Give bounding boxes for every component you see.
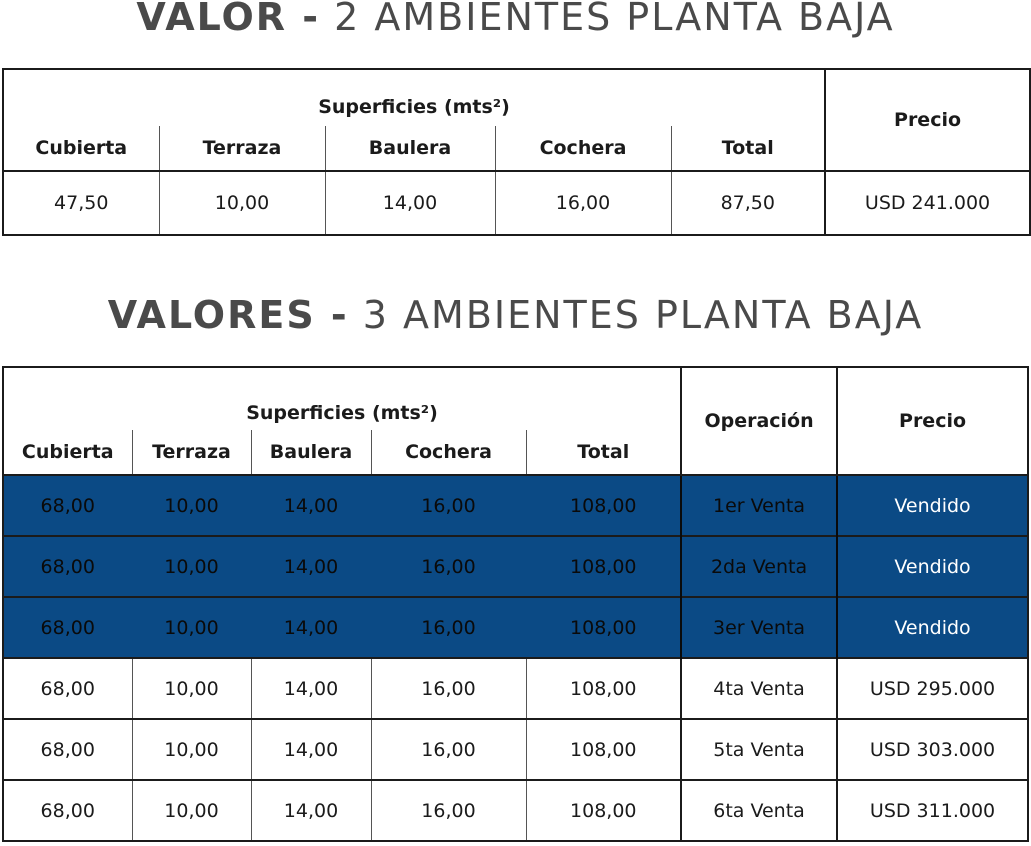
cell-precio: Vendido [837, 536, 1028, 597]
cell-operacion: 6ta Venta [681, 780, 837, 841]
cell-operacion: 4ta Venta [681, 658, 837, 719]
col-cochera: Cochera [495, 126, 671, 171]
table-row [3, 719, 1028, 780]
cell-baulera: 14,00 [251, 536, 371, 597]
col-baulera: Baulera [251, 430, 371, 475]
table-row [3, 536, 1028, 597]
cell-total: 87,50 [671, 171, 825, 235]
cell-total: 108,00 [526, 536, 681, 597]
cell-terraza: 10,00 [132, 780, 251, 841]
table-row [3, 171, 1030, 235]
cell-total: 108,00 [526, 658, 681, 719]
cell-baulera: 14,00 [251, 597, 371, 658]
cell-cubierta: 47,50 [54, 192, 109, 214]
cell-terraza: 10,00 [132, 658, 251, 719]
section2-title-bold: VALORES - [107, 293, 349, 337]
cell-baulera: 14,00 [251, 780, 371, 841]
cell-operacion: 3er Venta [681, 597, 837, 658]
cell-total: 108,00 [526, 719, 681, 780]
precio-header: Precio [825, 69, 1030, 171]
cell-operacion: 2da Venta [681, 536, 837, 597]
cell-cochera: 16,00 [371, 719, 526, 780]
col-cubierta: Cubierta [3, 126, 159, 171]
cell-baulera: 14,00 [325, 171, 495, 235]
col-total: Total [671, 126, 825, 171]
cell-total: 108,00 [526, 597, 681, 658]
col-terraza: Terraza [132, 430, 251, 475]
cell-cochera: 16,00 [371, 780, 526, 841]
cell-terraza: 10,00 [132, 719, 251, 780]
cell-operacion: 5ta Venta [681, 719, 837, 780]
cell-cubierta: 68,00 [3, 658, 132, 719]
table-body [3, 475, 1028, 841]
cell-precio: USD 303.000 [837, 719, 1028, 780]
section2-title [0, 293, 1031, 337]
cell-cubierta: 68,00 [3, 597, 132, 658]
cell-total: 108,00 [526, 475, 681, 536]
table-row [3, 597, 1028, 658]
cell-cochera: 16,00 [371, 597, 526, 658]
table-header-row [3, 69, 1030, 126]
section2-title-rest: 3 AMBIENTES PLANTA BAJA [362, 293, 924, 337]
cell-terraza: 10,00 [132, 597, 251, 658]
cell-cochera: 16,00 [371, 536, 526, 597]
cell-precio: USD 311.000 [837, 780, 1028, 841]
precio-header: Precio [837, 367, 1028, 475]
table-header-row [3, 367, 1028, 430]
price-table-3-ambientes [2, 366, 1029, 842]
superficies-header: Superficies (mts²) [318, 96, 510, 118]
cell-cubierta: 68,00 [3, 719, 132, 780]
table-row [3, 658, 1028, 719]
cell-precio: Vendido [837, 597, 1028, 658]
cell-cochera: 16,00 [371, 475, 526, 536]
col-cubierta: Cubierta [3, 430, 132, 475]
cell-operacion: 1er Venta [681, 475, 837, 536]
col-cochera: Cochera [371, 430, 526, 475]
superficies-header: Superficies (mts²) [246, 402, 438, 424]
cell-terraza: 10,00 [132, 475, 251, 536]
col-total: Total [526, 430, 681, 475]
operacion-header: Operación [681, 367, 837, 475]
cell-cubierta: 68,00 [3, 475, 132, 536]
col-baulera: Baulera [325, 126, 495, 171]
table-row [3, 475, 1028, 536]
cell-terraza: 10,00 [132, 536, 251, 597]
cell-precio: USD 241.000 [825, 171, 1030, 235]
cell-cochera: 16,00 [371, 658, 526, 719]
cell-baulera: 14,00 [251, 475, 371, 536]
cell-cubierta: 68,00 [3, 536, 132, 597]
cell-baulera: 14,00 [251, 658, 371, 719]
cell-precio: USD 295.000 [837, 658, 1028, 719]
cell-cochera: 16,00 [495, 171, 671, 235]
col-terraza: Terraza [159, 126, 325, 171]
section1-title-bold: VALOR - [136, 0, 321, 39]
section1-title [0, 0, 1031, 39]
cell-precio: Vendido [837, 475, 1028, 536]
price-table-2-ambientes [2, 68, 1031, 236]
section1-title-rest: 2 AMBIENTES PLANTA BAJA [334, 0, 895, 39]
cell-total: 108,00 [526, 780, 681, 841]
cell-terraza: 10,00 [159, 171, 325, 235]
cell-cubierta: 68,00 [3, 780, 132, 841]
table-row [3, 780, 1028, 841]
cell-baulera: 14,00 [251, 719, 371, 780]
